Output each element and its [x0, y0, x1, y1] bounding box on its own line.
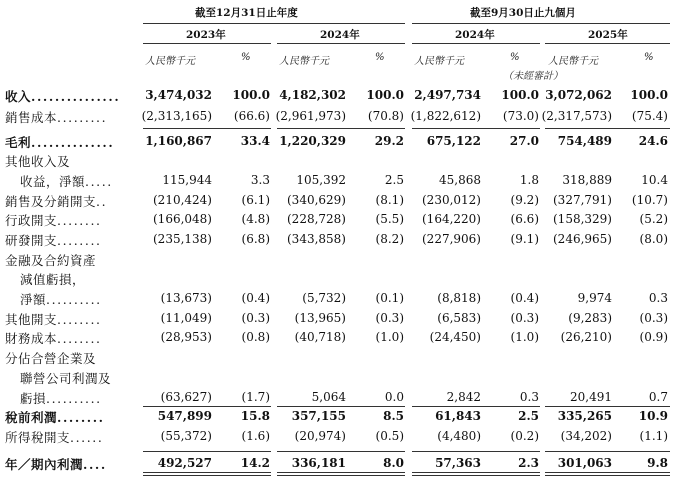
- period-header: 2023年: [186, 29, 226, 41]
- amount-cell: 336,181: [291, 456, 346, 470]
- percent-cell: (8.1): [375, 193, 404, 207]
- header-group-underline: [412, 23, 670, 24]
- amount-cell: 61,843: [435, 409, 481, 423]
- leader-dots: ..........: [46, 292, 102, 307]
- percent-cell: (1.0): [375, 330, 404, 344]
- percent-cell: (8.2): [375, 232, 404, 246]
- percent-cell: (1.7): [241, 390, 270, 404]
- percent-cell: 100.0: [366, 88, 404, 102]
- leader-dots: .....: [85, 174, 113, 189]
- unit-percent: %: [375, 52, 385, 63]
- percent-cell: (66.6): [233, 109, 270, 123]
- percent-cell: 2.3: [518, 456, 539, 470]
- percent-cell: 2.5: [518, 409, 539, 423]
- amount-cell: (2,317,573): [541, 109, 612, 123]
- unit-percent: %: [644, 52, 654, 63]
- period-underline: [412, 43, 540, 44]
- subtotal-rule: [412, 128, 540, 129]
- percent-cell: (0.1): [375, 291, 404, 305]
- percent-cell: (8.0): [639, 232, 668, 246]
- amount-cell: (2,313,165): [141, 109, 212, 123]
- amount-cell: (9,283): [568, 311, 612, 325]
- percent-cell: (10.7): [631, 193, 668, 207]
- leader-dots: ........: [57, 410, 105, 425]
- amount-cell: 3,474,032: [145, 88, 212, 102]
- row-label: 其他收入及: [5, 154, 71, 169]
- row-label: 毛利..............: [5, 135, 115, 150]
- subtotal-rule: [412, 406, 540, 407]
- row-label: 虧損..........: [20, 391, 102, 406]
- percent-cell: (9.1): [510, 232, 539, 246]
- percent-cell: 15.8: [240, 409, 270, 423]
- percent-cell: 1.8: [519, 173, 539, 187]
- amount-cell: 547,899: [157, 409, 212, 423]
- amount-cell: (6,583): [437, 311, 481, 325]
- percent-cell: (9.2): [510, 193, 539, 207]
- unaudited-note: （未經審計）: [503, 71, 563, 82]
- percent-cell: 2.5: [384, 173, 404, 187]
- total-double-rule: [412, 472, 540, 476]
- percent-cell: (4.8): [241, 212, 270, 226]
- amount-cell: 318,889: [562, 173, 612, 187]
- period-underline: [143, 43, 271, 44]
- leader-dots: ....: [83, 457, 107, 472]
- amount-cell: (343,858): [287, 232, 346, 246]
- percent-cell: (0.9): [639, 330, 668, 344]
- amount-cell: (5,732): [302, 291, 346, 305]
- percent-cell: 0.3: [648, 291, 668, 305]
- amount-cell: 57,363: [435, 456, 481, 470]
- percent-cell: 0.7: [648, 390, 668, 404]
- percent-cell: (0.5): [375, 429, 404, 443]
- unit-amount: 人民幣千元: [279, 56, 329, 67]
- leader-dots: ..........: [46, 391, 102, 406]
- amount-cell: 2,842: [446, 390, 481, 404]
- amount-cell: (13,965): [294, 311, 346, 325]
- header-group-underline: [143, 23, 405, 24]
- amount-cell: (8,818): [437, 291, 481, 305]
- amount-cell: 675,122: [426, 134, 481, 148]
- percent-cell: 29.2: [374, 134, 404, 148]
- percent-cell: (0.4): [510, 291, 539, 305]
- amount-cell: (2,961,973): [275, 109, 346, 123]
- percent-cell: (1.1): [639, 429, 668, 443]
- percent-cell: 100.0: [232, 88, 270, 102]
- percent-cell: (5.5): [375, 212, 404, 226]
- percent-cell: 3.3: [250, 173, 270, 187]
- amount-cell: 115,944: [162, 173, 212, 187]
- percent-cell: 10.9: [638, 409, 668, 423]
- row-label: 行政開支........: [5, 213, 102, 228]
- row-label: 銷售及分銷開支..: [5, 194, 108, 209]
- row-label: 金融及合約資產: [5, 253, 97, 268]
- unit-amount: 人民幣千元: [548, 56, 598, 67]
- period-underline: [545, 43, 670, 44]
- percent-cell: 14.2: [240, 456, 270, 470]
- amount-cell: (227,906): [422, 232, 481, 246]
- percent-cell: (0.4): [241, 291, 270, 305]
- row-label: 減值虧損，: [20, 272, 86, 287]
- percent-cell: (0.3): [510, 311, 539, 325]
- row-label: 財務成本........: [5, 331, 102, 346]
- amount-cell: 492,527: [157, 456, 212, 470]
- header-group-nine-months: 截至9月30日止九個月: [470, 7, 576, 19]
- amount-cell: (228,728): [287, 212, 346, 226]
- amount-cell: (13,673): [160, 291, 212, 305]
- percent-cell: (0.3): [375, 311, 404, 325]
- subtotal-rule: [143, 451, 271, 452]
- amount-cell: 9,974: [577, 291, 612, 305]
- subtotal-rule: [412, 451, 540, 452]
- row-label: 收益，淨額.....: [20, 174, 113, 189]
- amount-cell: (20,974): [294, 429, 346, 443]
- percent-cell: (6.8): [241, 232, 270, 246]
- amount-cell: (210,424): [153, 193, 212, 207]
- amount-cell: (164,220): [422, 212, 481, 226]
- leader-dots: ........: [57, 213, 102, 228]
- amount-cell: 754,489: [557, 134, 612, 148]
- amount-cell: (24,450): [429, 330, 481, 344]
- amount-cell: (340,629): [287, 193, 346, 207]
- percent-cell: (0.3): [241, 311, 270, 325]
- percent-cell: 0.3: [519, 390, 539, 404]
- percent-cell: (6.6): [510, 212, 539, 226]
- amount-cell: 4,182,302: [279, 88, 346, 102]
- percent-cell: (75.4): [631, 109, 668, 123]
- subtotal-rule: [545, 406, 670, 407]
- period-header: 2024年: [455, 29, 495, 41]
- amount-cell: (11,049): [160, 311, 212, 325]
- total-double-rule: [277, 472, 405, 476]
- amount-cell: (235,138): [153, 232, 212, 246]
- percent-cell: 24.6: [638, 134, 668, 148]
- amount-cell: (28,953): [160, 330, 212, 344]
- percent-cell: 10.4: [641, 173, 668, 187]
- percent-cell: (1.0): [510, 330, 539, 344]
- percent-cell: (5.2): [639, 212, 668, 226]
- unit-amount: 人民幣千元: [145, 56, 195, 67]
- row-label: 銷售成本.........: [5, 110, 108, 125]
- row-label: 其他開支........: [5, 312, 102, 327]
- header-group-annual: 截至12月31日止年度: [195, 7, 298, 19]
- percent-cell: (73.0): [502, 109, 539, 123]
- leader-dots: ........: [57, 312, 102, 327]
- subtotal-rule: [277, 451, 405, 452]
- leader-dots: ......: [70, 430, 104, 445]
- leader-dots: ........: [57, 233, 102, 248]
- percent-cell: (1.6): [241, 429, 270, 443]
- amount-cell: 357,155: [291, 409, 346, 423]
- amount-cell: 105,392: [296, 173, 346, 187]
- amount-cell: (40,718): [294, 330, 346, 344]
- leader-dots: ........: [57, 331, 102, 346]
- percent-cell: (0.2): [510, 429, 539, 443]
- amount-cell: 1,160,867: [145, 134, 212, 148]
- amount-cell: 2,497,734: [414, 88, 481, 102]
- amount-cell: (1,822,612): [410, 109, 481, 123]
- row-label: 研發開支........: [5, 233, 102, 248]
- leader-dots: ..............: [31, 135, 115, 150]
- percent-cell: 27.0: [509, 134, 539, 148]
- percent-cell: 100.0: [501, 88, 539, 102]
- amount-cell: (230,012): [422, 193, 481, 207]
- percent-cell: 8.0: [383, 456, 404, 470]
- amount-cell: 3,072,062: [545, 88, 612, 102]
- amount-cell: (55,372): [160, 429, 212, 443]
- unit-amount: 人民幣千元: [414, 56, 464, 67]
- row-label: 淨額..........: [20, 292, 102, 307]
- leader-dots: ..: [96, 194, 108, 209]
- amount-cell: 1,220,329: [279, 134, 346, 148]
- percent-cell: 100.0: [630, 88, 668, 102]
- row-label: 聯營公司利潤及: [20, 371, 112, 386]
- unit-percent: %: [241, 52, 251, 63]
- row-label: 收入...............: [5, 89, 121, 104]
- percent-cell: (70.8): [367, 109, 404, 123]
- subtotal-rule: [143, 406, 271, 407]
- leader-dots: .........: [57, 110, 108, 125]
- subtotal-rule: [143, 128, 271, 129]
- amount-cell: 335,265: [557, 409, 612, 423]
- unit-percent: %: [510, 52, 520, 63]
- amount-cell: 5,064: [311, 390, 346, 404]
- leader-dots: ...............: [31, 89, 121, 104]
- subtotal-rule: [277, 128, 405, 129]
- amount-cell: 301,063: [557, 456, 612, 470]
- period-header: 2024年: [320, 29, 360, 41]
- amount-cell: (63,627): [160, 390, 212, 404]
- percent-cell: (6.1): [241, 193, 270, 207]
- amount-cell: 45,868: [439, 173, 481, 187]
- percent-cell: 33.4: [240, 134, 270, 148]
- amount-cell: (158,329): [553, 212, 612, 226]
- subtotal-rule: [545, 451, 670, 452]
- percent-cell: 0.0: [384, 390, 404, 404]
- percent-cell: 9.8: [647, 456, 668, 470]
- total-double-rule: [545, 472, 670, 476]
- amount-cell: (246,965): [553, 232, 612, 246]
- period-header: 2025年: [588, 29, 628, 41]
- percent-cell: (0.3): [639, 311, 668, 325]
- total-double-rule: [143, 472, 271, 476]
- amount-cell: (26,210): [560, 330, 612, 344]
- period-underline: [277, 43, 405, 44]
- row-label: 分佔合營企業及: [5, 351, 97, 366]
- row-label: 所得稅開支......: [5, 430, 104, 445]
- percent-cell: (0.8): [241, 330, 270, 344]
- subtotal-rule: [545, 128, 670, 129]
- amount-cell: (34,202): [560, 429, 612, 443]
- amount-cell: (4,480): [437, 429, 481, 443]
- percent-cell: 8.5: [383, 409, 404, 423]
- row-label: 稅前利潤........: [5, 410, 105, 425]
- subtotal-rule: [277, 406, 405, 407]
- amount-cell: (327,791): [553, 193, 612, 207]
- amount-cell: (166,048): [153, 212, 212, 226]
- row-label: 年／期內利潤....: [5, 457, 107, 472]
- amount-cell: 20,491: [570, 390, 612, 404]
